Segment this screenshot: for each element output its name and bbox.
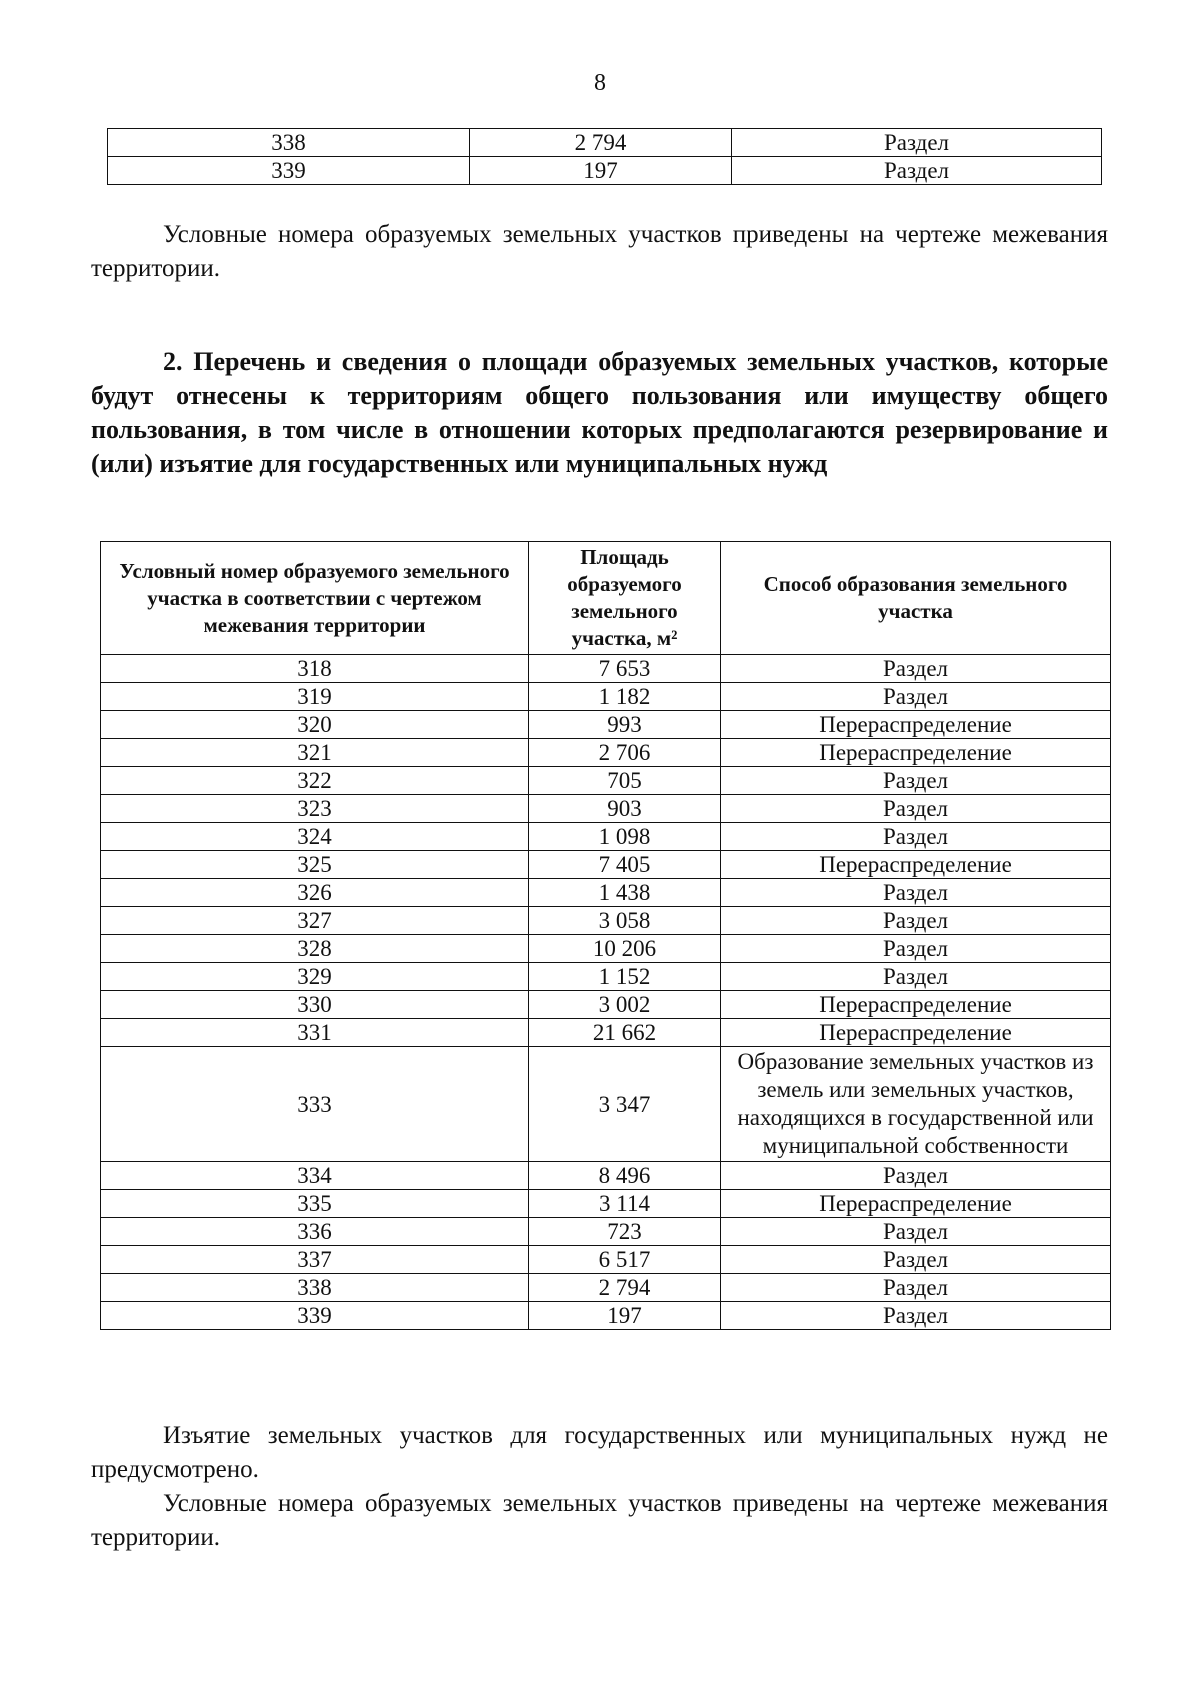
cell-formation-method: Раздел — [721, 767, 1111, 795]
cell-plot-number: 326 — [101, 879, 529, 907]
table-row — [101, 739, 1111, 767]
cell-plot-number: 330 — [101, 991, 529, 1019]
cell-plot-area: 903 — [529, 795, 721, 823]
header-formation-method: Способ образования земельного участка — [721, 542, 1111, 655]
cell-plot-number: 327 — [101, 907, 529, 935]
table-row — [101, 991, 1111, 1019]
page-number: 8 — [594, 70, 606, 96]
cell-plot-area: 2 794 — [470, 129, 732, 157]
cell-plot-number: 336 — [101, 1218, 529, 1246]
table-header-row — [101, 542, 1111, 655]
cell-formation-method: Раздел — [721, 795, 1111, 823]
cell-formation-method: Образование земельных участков из земель или земельных участков, находящихся в государственной или муниципальной собственности — [721, 1047, 1111, 1162]
cell-plot-area: 3 058 — [529, 907, 721, 935]
cell-plot-number: 328 — [101, 935, 529, 963]
cell-formation-method: Перераспределение — [721, 991, 1111, 1019]
cell-plot-number: 335 — [101, 1190, 529, 1218]
cell-plot-number: 338 — [101, 1274, 529, 1302]
cell-plot-area: 3 002 — [529, 991, 721, 1019]
cell-plot-number: 337 — [101, 1246, 529, 1274]
cell-plot-number: 331 — [101, 1019, 529, 1047]
cell-plot-area: 705 — [529, 767, 721, 795]
cell-plot-area: 197 — [470, 157, 732, 185]
note-paragraph-3: Условные номера образуемых земельных участков приведены на чертеже межевания территории. — [91, 1490, 1108, 1551]
cell-plot-area: 6 517 — [529, 1246, 721, 1274]
cell-formation-method: Раздел — [721, 879, 1111, 907]
table-row — [101, 1274, 1111, 1302]
table-row — [101, 683, 1111, 711]
cell-plot-area: 2 794 — [529, 1274, 721, 1302]
note-paragraph-2: Изъятие земельных участков для государственных или муниципальных нужд не предусмотрено. — [91, 1422, 1108, 1483]
cell-formation-method: Перераспределение — [721, 1190, 1111, 1218]
cell-formation-method: Раздел — [721, 1274, 1111, 1302]
cell-formation-method: Раздел — [732, 129, 1102, 157]
cell-plot-area: 1 182 — [529, 683, 721, 711]
table-row — [101, 1190, 1111, 1218]
cell-plot-area: 3 114 — [529, 1190, 721, 1218]
table-row — [101, 907, 1111, 935]
cell-plot-area: 3 347 — [529, 1047, 721, 1162]
table-row — [101, 963, 1111, 991]
cell-formation-method: Раздел — [721, 683, 1111, 711]
cell-plot-number: 321 — [101, 739, 529, 767]
cell-plot-area: 10 206 — [529, 935, 721, 963]
cell-plot-area: 8 496 — [529, 1162, 721, 1190]
table-row — [101, 1019, 1111, 1047]
table-row — [101, 711, 1111, 739]
table-row — [101, 1302, 1111, 1330]
header-plot-number: Условный номер образуемого земельного участка в соответствии с чертежом межевания территории — [101, 542, 529, 655]
cell-plot-number: 323 — [101, 795, 529, 823]
cell-formation-method: Раздел — [721, 1218, 1111, 1246]
cell-plot-number: 339 — [108, 157, 470, 185]
cell-formation-method: Раздел — [721, 655, 1111, 683]
table-row — [101, 767, 1111, 795]
cell-plot-number: 334 — [101, 1162, 529, 1190]
cell-formation-method: Раздел — [721, 1302, 1111, 1330]
cell-formation-method: Раздел — [721, 963, 1111, 991]
table-row — [108, 129, 1102, 157]
cell-plot-number: 318 — [101, 655, 529, 683]
cell-formation-method: Раздел — [721, 823, 1111, 851]
cell-plot-area: 2 706 — [529, 739, 721, 767]
table-row — [101, 935, 1111, 963]
table-row — [108, 157, 1102, 185]
cell-plot-area: 1 438 — [529, 879, 721, 907]
table-row — [101, 795, 1111, 823]
cell-plot-number: 320 — [101, 711, 529, 739]
cell-plot-area: 197 — [529, 1302, 721, 1330]
cell-plot-area: 7 653 — [529, 655, 721, 683]
cell-plot-area: 21 662 — [529, 1019, 721, 1047]
cell-formation-method: Раздел — [721, 1162, 1111, 1190]
cell-formation-method: Перераспределение — [721, 1019, 1111, 1047]
cell-plot-number: 324 — [101, 823, 529, 851]
table-row — [101, 1162, 1111, 1190]
header-plot-area: Площадь образуемого земельного участка, м² — [529, 542, 721, 655]
cell-plot-number: 329 — [101, 963, 529, 991]
cell-plot-number: 322 — [101, 767, 529, 795]
table-row — [101, 823, 1111, 851]
cell-formation-method: Перераспределение — [721, 711, 1111, 739]
cell-formation-method: Раздел — [732, 157, 1102, 185]
note-paragraph-1: Условные номера образуемых земельных участков приведены на чертеже межевания территории. — [91, 221, 1108, 282]
section-heading: 2. Перечень и сведения о площади образуемых земельных участков, которые будут отнесены к территориям общего пользования или имуществу общего пользования, в том числе в отношении которых предполагаются резервирование и (или) изъятие для государственных или муниципальных нужд — [91, 347, 1108, 478]
cell-plot-area: 993 — [529, 711, 721, 739]
cell-plot-area: 7 405 — [529, 851, 721, 879]
cell-plot-number: 339 — [101, 1302, 529, 1330]
table-row — [101, 1246, 1111, 1274]
cell-plot-area: 1 098 — [529, 823, 721, 851]
cell-plot-number: 338 — [108, 129, 470, 157]
cell-plot-area: 723 — [529, 1218, 721, 1246]
cell-plot-number: 333 — [101, 1047, 529, 1162]
cell-formation-method: Раздел — [721, 935, 1111, 963]
cell-plot-number: 319 — [101, 683, 529, 711]
table-row — [101, 655, 1111, 683]
table-row — [101, 1218, 1111, 1246]
cell-formation-method: Перераспределение — [721, 851, 1111, 879]
table-row — [101, 851, 1111, 879]
cell-formation-method: Раздел — [721, 1246, 1111, 1274]
cell-plot-number: 325 — [101, 851, 529, 879]
cell-formation-method: Перераспределение — [721, 739, 1111, 767]
continued-table — [107, 128, 1102, 185]
table-row — [101, 1047, 1111, 1162]
table-row — [101, 879, 1111, 907]
cell-formation-method: Раздел — [721, 907, 1111, 935]
land-plots-table — [100, 541, 1111, 1330]
cell-plot-area: 1 152 — [529, 963, 721, 991]
